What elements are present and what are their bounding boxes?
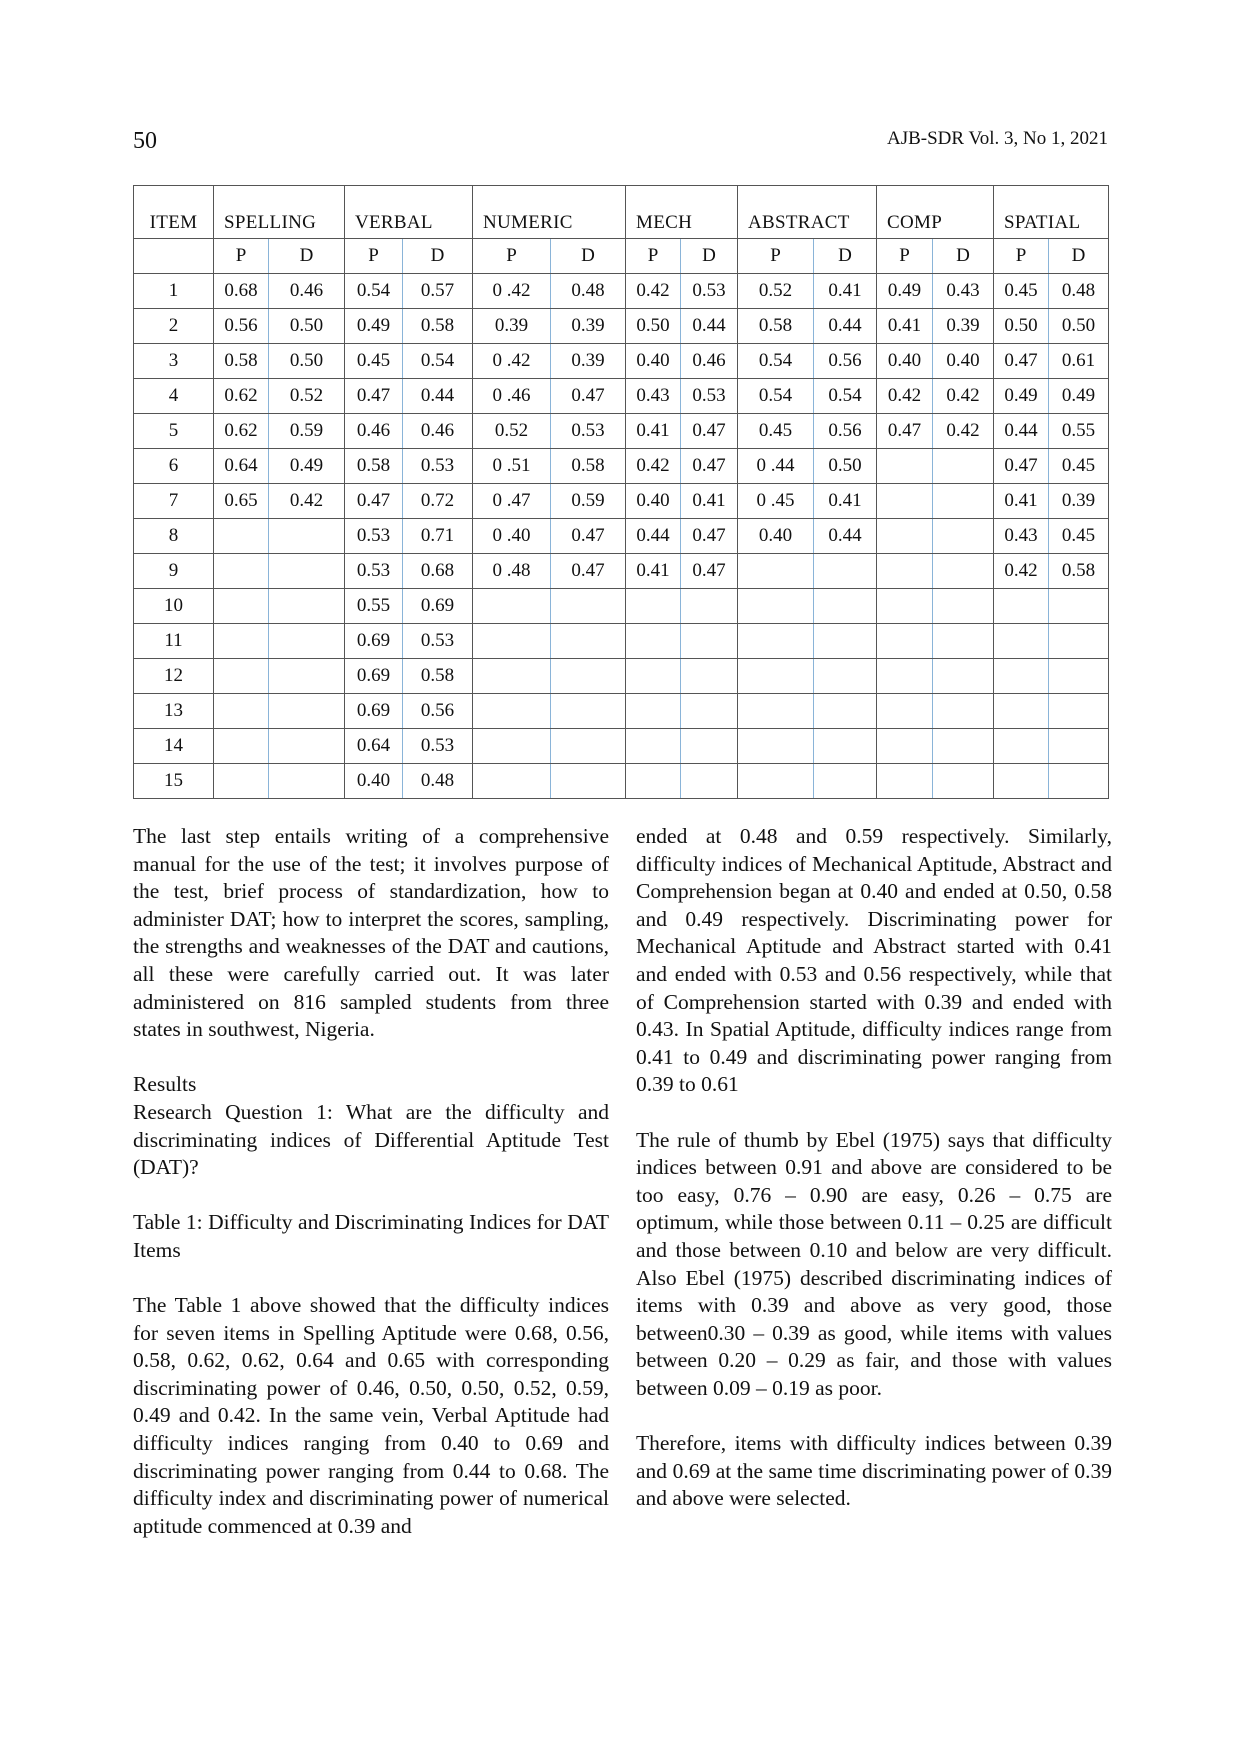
- left-text-column: [133, 823, 609, 1540]
- value-cell: 0 .47: [473, 484, 551, 519]
- value-cell: 0.41: [814, 484, 877, 519]
- subheader-p-numeric: P: [473, 239, 551, 274]
- value-cell: [877, 729, 933, 764]
- value-cell: [214, 554, 269, 589]
- value-cell: [269, 729, 345, 764]
- value-cell: 0.58: [551, 449, 626, 484]
- value-cell: [681, 694, 738, 729]
- value-cell: 0 .46: [473, 379, 551, 414]
- value-cell: [551, 764, 626, 799]
- table-row: [134, 414, 1109, 449]
- value-cell: 0.39: [551, 309, 626, 344]
- value-cell: 0.53: [403, 729, 473, 764]
- value-cell: 0.42: [933, 379, 994, 414]
- value-cell: 0.48: [403, 764, 473, 799]
- value-cell: [814, 624, 877, 659]
- value-cell: [994, 764, 1049, 799]
- value-cell: [551, 589, 626, 624]
- value-cell: [1049, 589, 1109, 624]
- value-cell: [738, 659, 814, 694]
- value-cell: 0.69: [345, 694, 403, 729]
- value-cell: [1049, 729, 1109, 764]
- value-cell: [214, 764, 269, 799]
- value-cell: [933, 624, 994, 659]
- value-cell: 0.45: [345, 344, 403, 379]
- group-header-comp: COMP: [877, 186, 994, 239]
- value-cell: 0.45: [994, 274, 1049, 309]
- value-cell: 0.39: [551, 344, 626, 379]
- value-cell: 0.41: [877, 309, 933, 344]
- value-cell: [738, 694, 814, 729]
- value-cell: [738, 729, 814, 764]
- value-cell: 0.52: [473, 414, 551, 449]
- subheader-d-comp: D: [933, 239, 994, 274]
- table-row: [134, 764, 1109, 799]
- value-cell: 0.50: [994, 309, 1049, 344]
- value-cell: 0.43: [933, 274, 994, 309]
- value-cell: [1049, 624, 1109, 659]
- value-cell: 0.50: [269, 309, 345, 344]
- value-cell: [933, 484, 994, 519]
- value-cell: [681, 659, 738, 694]
- value-cell: [877, 449, 933, 484]
- value-cell: 0.40: [626, 344, 681, 379]
- paragraph-ebel-rule: The rule of thumb by Ebel (1975) says that difficulty indices between 0.91 and above are considered to be too easy, 0.76 – 0.90 are easy, 0.26 – 0.75 are optimum, while those between 0.11 – 0.25 are difficult and those between 0.10 and below are very difficult. Also Ebel (1975) described discriminating indices of items with 0.39 and above as very good, those between0.30 – 0.39 as good, while items with values between 0.20 – 0.29 as fair, and those with values between 0.09 – 0.19 as poor.: [636, 1127, 1112, 1400]
- group-header-spelling: SPELLING: [214, 186, 345, 239]
- subheader-p-mech: P: [626, 239, 681, 274]
- value-cell: 0.56: [814, 414, 877, 449]
- table-row: [134, 484, 1109, 519]
- value-cell: [626, 659, 681, 694]
- value-cell: [473, 729, 551, 764]
- item-number-cell: 3: [134, 344, 214, 379]
- value-cell: 0.47: [345, 379, 403, 414]
- table-subheader-row: [134, 239, 1109, 274]
- value-cell: [738, 554, 814, 589]
- value-cell: [814, 694, 877, 729]
- item-number-cell: 13: [134, 694, 214, 729]
- value-cell: 0.53: [403, 624, 473, 659]
- value-cell: [473, 694, 551, 729]
- value-cell: [877, 484, 933, 519]
- value-cell: [269, 694, 345, 729]
- group-header-mech: MECH: [626, 186, 738, 239]
- value-cell: 0 .40: [473, 519, 551, 554]
- value-cell: 0.61: [1049, 344, 1109, 379]
- subheader-d-spelling: D: [269, 239, 345, 274]
- value-cell: [626, 624, 681, 659]
- value-cell: 0.44: [814, 519, 877, 554]
- value-cell: 0.53: [681, 379, 738, 414]
- item-number-cell: 7: [134, 484, 214, 519]
- value-cell: [214, 624, 269, 659]
- value-cell: 0.42: [877, 379, 933, 414]
- item-number-cell: 4: [134, 379, 214, 414]
- value-cell: [1049, 764, 1109, 799]
- results-heading: Results: [133, 1072, 197, 1097]
- value-cell: 0.64: [345, 729, 403, 764]
- subheader-p-spelling: P: [214, 239, 269, 274]
- value-cell: 0.47: [994, 344, 1049, 379]
- item-number-cell: 8: [134, 519, 214, 554]
- value-cell: [269, 764, 345, 799]
- value-cell: 0.56: [214, 309, 269, 344]
- value-cell: [738, 589, 814, 624]
- item-number-cell: 15: [134, 764, 214, 799]
- group-header-abstract: ABSTRACT: [738, 186, 877, 239]
- right-text-column: [636, 823, 1112, 1513]
- value-cell: 0.39: [1049, 484, 1109, 519]
- value-cell: 0.46: [345, 414, 403, 449]
- subheader-d-numeric: D: [551, 239, 626, 274]
- value-cell: [1049, 694, 1109, 729]
- value-cell: 0.46: [681, 344, 738, 379]
- value-cell: 0.58: [345, 449, 403, 484]
- value-cell: [214, 589, 269, 624]
- value-cell: 0.57: [403, 274, 473, 309]
- value-cell: 0.54: [814, 379, 877, 414]
- value-cell: [681, 624, 738, 659]
- item-number-cell: 9: [134, 554, 214, 589]
- value-cell: [269, 624, 345, 659]
- value-cell: 0.40: [738, 519, 814, 554]
- value-cell: [994, 729, 1049, 764]
- value-cell: [994, 589, 1049, 624]
- value-cell: [814, 729, 877, 764]
- value-cell: 0.46: [403, 414, 473, 449]
- value-cell: [681, 729, 738, 764]
- table-row: [134, 589, 1109, 624]
- value-cell: [681, 764, 738, 799]
- subheader-p-abstract: P: [738, 239, 814, 274]
- value-cell: 0.41: [681, 484, 738, 519]
- value-cell: [681, 589, 738, 624]
- value-cell: 0.47: [681, 449, 738, 484]
- value-cell: 0.47: [681, 554, 738, 589]
- value-cell: [551, 694, 626, 729]
- value-cell: [473, 624, 551, 659]
- value-cell: 0.56: [403, 694, 473, 729]
- value-cell: 0.44: [681, 309, 738, 344]
- value-cell: [877, 694, 933, 729]
- value-cell: 0.50: [814, 449, 877, 484]
- subheader-d-mech: D: [681, 239, 738, 274]
- dat-indices-table: [133, 185, 1109, 799]
- value-cell: 0.49: [877, 274, 933, 309]
- value-cell: 0.44: [626, 519, 681, 554]
- value-cell: 0.43: [626, 379, 681, 414]
- value-cell: 0.45: [1049, 449, 1109, 484]
- value-cell: [269, 589, 345, 624]
- value-cell: [933, 659, 994, 694]
- value-cell: [214, 694, 269, 729]
- value-cell: [738, 624, 814, 659]
- value-cell: 0.47: [877, 414, 933, 449]
- table-row: [134, 624, 1109, 659]
- subheader-p-verbal: P: [345, 239, 403, 274]
- value-cell: 0.42: [269, 484, 345, 519]
- item-number-cell: 1: [134, 274, 214, 309]
- item-number-cell: 6: [134, 449, 214, 484]
- value-cell: 0.47: [551, 379, 626, 414]
- value-cell: 0.49: [269, 449, 345, 484]
- value-cell: 0.53: [403, 449, 473, 484]
- value-cell: [738, 764, 814, 799]
- value-cell: 0.71: [403, 519, 473, 554]
- table-row: [134, 729, 1109, 764]
- item-number-cell: 2: [134, 309, 214, 344]
- value-cell: 0.52: [738, 274, 814, 309]
- value-cell: 0.49: [345, 309, 403, 344]
- value-cell: [473, 589, 551, 624]
- value-cell: 0.45: [1049, 519, 1109, 554]
- value-cell: 0.68: [403, 554, 473, 589]
- subheader-d-verbal: D: [403, 239, 473, 274]
- table-row: [134, 309, 1109, 344]
- value-cell: 0.42: [626, 449, 681, 484]
- value-cell: [933, 589, 994, 624]
- value-cell: 0.40: [626, 484, 681, 519]
- table-row: [134, 449, 1109, 484]
- value-cell: 0 .45: [738, 484, 814, 519]
- item-number-cell: 14: [134, 729, 214, 764]
- value-cell: 0.41: [626, 414, 681, 449]
- value-cell: 0.43: [994, 519, 1049, 554]
- value-cell: [473, 764, 551, 799]
- item-number-cell: 10: [134, 589, 214, 624]
- value-cell: [994, 694, 1049, 729]
- value-cell: 0.58: [214, 344, 269, 379]
- table-row: [134, 554, 1109, 589]
- value-cell: 0.62: [214, 414, 269, 449]
- value-cell: 0.47: [551, 519, 626, 554]
- value-cell: 0.47: [681, 414, 738, 449]
- value-cell: [814, 554, 877, 589]
- subheader-p-spatial: P: [994, 239, 1049, 274]
- value-cell: [1049, 659, 1109, 694]
- value-cell: [551, 659, 626, 694]
- table-row: [134, 694, 1109, 729]
- value-cell: 0.45: [738, 414, 814, 449]
- value-cell: 0.47: [551, 554, 626, 589]
- value-cell: 0.39: [473, 309, 551, 344]
- value-cell: 0.41: [626, 554, 681, 589]
- value-cell: 0.58: [403, 659, 473, 694]
- paragraph-selection: Therefore, items with difficulty indices between 0.39 and 0.69 at the same time discriminating power of 0.39 and above were selected.: [636, 1431, 1112, 1511]
- value-cell: 0.50: [626, 309, 681, 344]
- value-cell: 0.53: [681, 274, 738, 309]
- value-cell: [877, 659, 933, 694]
- value-cell: 0.49: [994, 379, 1049, 414]
- value-cell: [933, 694, 994, 729]
- value-cell: [814, 659, 877, 694]
- value-cell: [551, 729, 626, 764]
- table-row: [134, 379, 1109, 414]
- subheader-d-spatial: D: [1049, 239, 1109, 274]
- table-row: [134, 274, 1109, 309]
- table-group-header-row: [134, 186, 1109, 239]
- value-cell: [814, 764, 877, 799]
- value-cell: [214, 659, 269, 694]
- value-cell: [877, 554, 933, 589]
- value-cell: 0.54: [738, 344, 814, 379]
- value-cell: [626, 729, 681, 764]
- item-number-cell: 12: [134, 659, 214, 694]
- value-cell: [626, 764, 681, 799]
- group-header-spatial: SPATIAL: [994, 186, 1109, 239]
- value-cell: 0.53: [345, 519, 403, 554]
- value-cell: 0.50: [1049, 309, 1109, 344]
- value-cell: 0.40: [345, 764, 403, 799]
- value-cell: 0.40: [877, 344, 933, 379]
- value-cell: 0.44: [994, 414, 1049, 449]
- value-cell: 0 .51: [473, 449, 551, 484]
- value-cell: 0.54: [738, 379, 814, 414]
- value-cell: 0.55: [1049, 414, 1109, 449]
- value-cell: 0.49: [1049, 379, 1109, 414]
- value-cell: [994, 624, 1049, 659]
- value-cell: [877, 589, 933, 624]
- value-cell: 0.44: [814, 309, 877, 344]
- paragraph-manual: The last step entails writing of a comprehensive manual for the use of the test; it involves purpose of the test, brief process of standardization, how to administer DAT; how to interpret the scores, sampling, the strengths and weaknesses of the DAT and cautions, all these were carefully carried out. It was later administered on 816 sampled students from three states in southwest, Nigeria.: [133, 824, 609, 1042]
- value-cell: [933, 449, 994, 484]
- value-cell: 0 .42: [473, 274, 551, 309]
- value-cell: 0.72: [403, 484, 473, 519]
- value-cell: 0.56: [814, 344, 877, 379]
- value-cell: [933, 729, 994, 764]
- value-cell: 0.47: [994, 449, 1049, 484]
- value-cell: [933, 554, 994, 589]
- value-cell: [214, 729, 269, 764]
- value-cell: [994, 659, 1049, 694]
- item-number-cell: 11: [134, 624, 214, 659]
- value-cell: 0.64: [214, 449, 269, 484]
- value-cell: [269, 659, 345, 694]
- research-question: Research Question 1: What are the difficulty and discriminating indices of Differential Aptitude Test (DAT)?: [133, 1099, 609, 1180]
- value-cell: 0.47: [345, 484, 403, 519]
- value-cell: 0.41: [814, 274, 877, 309]
- item-number-cell: 5: [134, 414, 214, 449]
- value-cell: 0.46: [269, 274, 345, 309]
- subheader-empty: [134, 239, 214, 274]
- value-cell: 0.42: [933, 414, 994, 449]
- value-cell: 0.54: [403, 344, 473, 379]
- group-header-numeric: NUMERIC: [473, 186, 626, 239]
- group-header-verbal: VERBAL: [345, 186, 473, 239]
- value-cell: 0.48: [1049, 274, 1109, 309]
- table-row: [134, 344, 1109, 379]
- value-cell: 0.59: [269, 414, 345, 449]
- value-cell: [473, 659, 551, 694]
- value-cell: 0.58: [1049, 554, 1109, 589]
- value-cell: 0.69: [345, 624, 403, 659]
- value-cell: 0.69: [345, 659, 403, 694]
- value-cell: 0.58: [403, 309, 473, 344]
- value-cell: [626, 694, 681, 729]
- table-row: [134, 659, 1109, 694]
- value-cell: 0.65: [214, 484, 269, 519]
- value-cell: [877, 764, 933, 799]
- value-cell: 0.53: [551, 414, 626, 449]
- page-number: 50: [133, 128, 157, 154]
- value-cell: [877, 519, 933, 554]
- value-cell: 0.52: [269, 379, 345, 414]
- value-cell: 0.44: [403, 379, 473, 414]
- value-cell: [626, 589, 681, 624]
- value-cell: 0.50: [269, 344, 345, 379]
- value-cell: 0 .44: [738, 449, 814, 484]
- value-cell: [269, 554, 345, 589]
- paragraph-indices-continued: ended at 0.48 and 0.59 respectively. Similarly, difficulty indices of Mechanical Aptitude, Abstract and Comprehension began at 0.40 and ended at 0.50, 0.58 and 0.49 respectively. Discriminating power for Mechanical Aptitude and Abstract started with 0.41 and ended with 0.53 and 0.56 respectively, while that of Comprehension started with 0.39 and ended with 0.43. In Spatial Aptitude, difficulty indices range from 0.41 to 0.49 and discriminating power ranging from 0.39 to 0.61: [636, 824, 1112, 1097]
- value-cell: 0.69: [403, 589, 473, 624]
- value-cell: 0.39: [933, 309, 994, 344]
- value-cell: 0.59: [551, 484, 626, 519]
- value-cell: 0.55: [345, 589, 403, 624]
- value-cell: [214, 519, 269, 554]
- value-cell: 0.41: [994, 484, 1049, 519]
- journal-header: AJB-SDR Vol. 3, No 1, 2021: [886, 128, 1108, 149]
- subheader-d-abstract: D: [814, 239, 877, 274]
- value-cell: 0.68: [214, 274, 269, 309]
- value-cell: 0.42: [626, 274, 681, 309]
- value-cell: 0.54: [345, 274, 403, 309]
- value-cell: 0.62: [214, 379, 269, 414]
- value-cell: [814, 589, 877, 624]
- value-cell: 0.48: [551, 274, 626, 309]
- table-row: [134, 519, 1109, 554]
- value-cell: 0.47: [681, 519, 738, 554]
- value-cell: 0 .48: [473, 554, 551, 589]
- value-cell: [269, 519, 345, 554]
- value-cell: 0.42: [994, 554, 1049, 589]
- subheader-p-comp: P: [877, 239, 933, 274]
- value-cell: [877, 624, 933, 659]
- value-cell: [933, 519, 994, 554]
- paragraph-table-summary: The Table 1 above showed that the difficulty indices for seven items in Spelling Aptitude were 0.68, 0.56, 0.58, 0.62, 0.62, 0.64 and 0.65 with corresponding discriminating power of 0.46, 0.50, 0.50, 0.52, 0.59, 0.49 and 0.42. In the same vein, Verbal Aptitude had difficulty indices ranging from 0.40 to 0.69 and discriminating power ranging from 0.44 to 0.68. The difficulty index and discriminating power of numerical aptitude commenced at 0.39 and: [133, 1293, 609, 1538]
- value-cell: 0 .42: [473, 344, 551, 379]
- value-cell: 0.40: [933, 344, 994, 379]
- value-cell: [551, 624, 626, 659]
- value-cell: [933, 764, 994, 799]
- value-cell: 0.53: [345, 554, 403, 589]
- value-cell: 0.58: [738, 309, 814, 344]
- item-column-header: ITEM: [134, 186, 214, 239]
- table-caption: Table 1: Difficulty and Discriminating Indices for DAT Items: [133, 1210, 609, 1262]
